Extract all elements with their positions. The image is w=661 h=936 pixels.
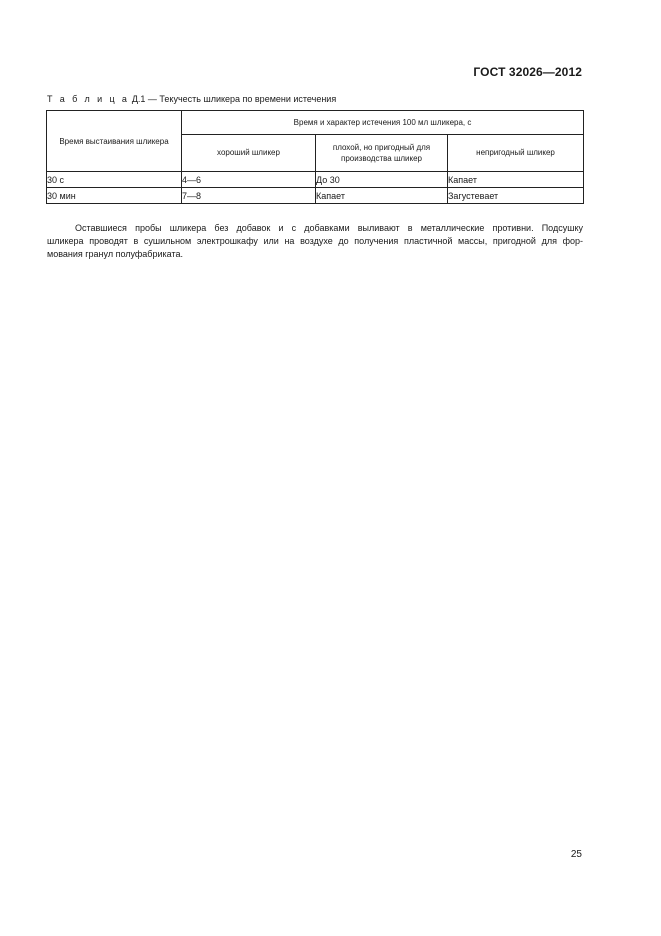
- paragraph-line: шликера проводят в сушильном электрошкафу или на воздухе до получения пластичной массы, пригодной для фор-: [47, 236, 583, 246]
- cell-poor: До 30: [316, 172, 448, 188]
- cell-poor: Капает: [316, 188, 448, 204]
- header-outflow-time-group: Время и характер истечения 100 мл шликера, с: [182, 111, 584, 135]
- cell-standing-time: 30 мин: [47, 188, 182, 204]
- cell-standing-time: 30 с: [47, 172, 182, 188]
- page-number: 25: [570, 849, 582, 860]
- table-caption-label: Т а б л и ц а: [47, 94, 130, 104]
- header-standing-time: Время выстаивания шликера: [47, 111, 182, 172]
- cell-good: 4—6: [182, 172, 316, 188]
- table-header-row: [47, 111, 584, 135]
- cell-unfit: Капает: [448, 172, 584, 188]
- document-standard-header: ГОСТ 32026—2012: [473, 65, 582, 79]
- header-poor-slip-line2: производства шликер: [340, 153, 422, 163]
- header-good-slip: хороший шликер: [182, 134, 316, 171]
- table-caption-text: Д.1 — Текучесть шликера по времени истечения: [131, 94, 337, 104]
- paragraph-line: Оставшиеся пробы шликера без добавок и с добавками выливают в металлические противни. Подсушку: [75, 223, 583, 233]
- body-paragraph: [47, 222, 583, 261]
- header-unfit-slip: непригодный шликер: [448, 134, 584, 171]
- table-row: [47, 172, 584, 188]
- slip-fluidity-table: [46, 110, 584, 204]
- cell-good: 7—8: [182, 188, 316, 204]
- table-row: [47, 188, 584, 204]
- header-poor-slip: [316, 134, 448, 171]
- cell-unfit: Загустевает: [448, 188, 584, 204]
- table-caption: [47, 94, 336, 104]
- header-poor-slip-line1: плохой, но пригодный для: [332, 142, 431, 152]
- paragraph-line: мования гранул полуфабриката.: [47, 249, 183, 259]
